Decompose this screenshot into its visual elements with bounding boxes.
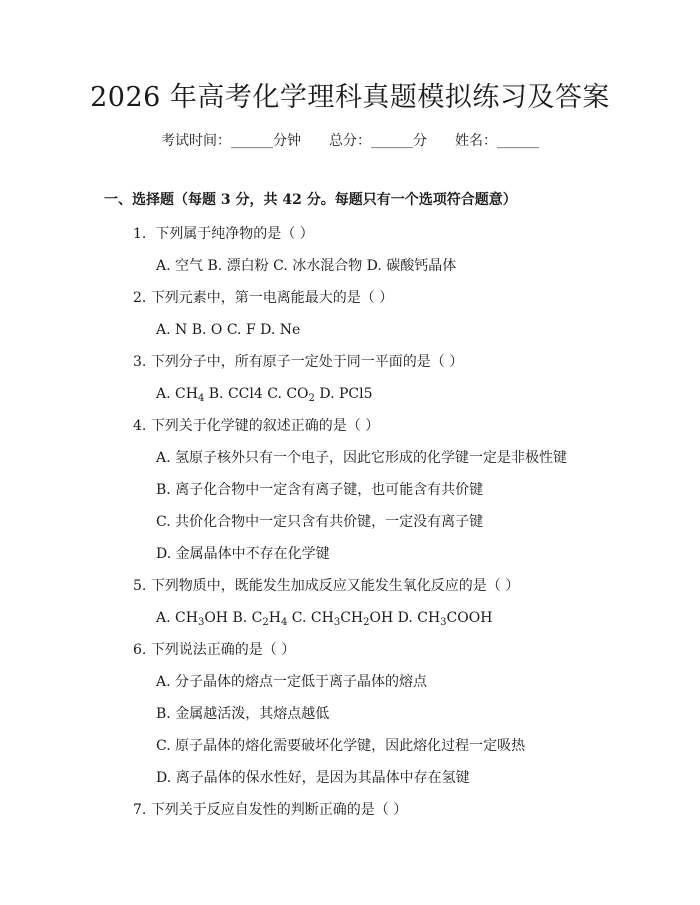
question-stem bbox=[133, 224, 314, 244]
question-options: A. N B. O C. F D. Ne bbox=[156, 322, 301, 338]
exam-info-line bbox=[0, 131, 700, 151]
formula-text: OH D. CH bbox=[369, 610, 441, 626]
question-text: 下列说法正确的是（ ） bbox=[150, 642, 296, 658]
question-stem bbox=[133, 800, 407, 820]
formula-subscript: 4 bbox=[197, 393, 205, 404]
question-number: 3. bbox=[133, 354, 147, 370]
time-blank: ______ bbox=[231, 133, 273, 149]
question-options: A. 空气 B. 漂白粉 C. 冰水混合物 D. 碳酸钙晶体 bbox=[156, 258, 457, 274]
formula-subscript: 3 bbox=[197, 617, 205, 628]
question-number: 5. bbox=[133, 578, 147, 594]
formula-text: B. CCl bbox=[204, 386, 254, 402]
question-text: 下列关于化学键的叙述正确的是（ ） bbox=[150, 418, 380, 434]
formula-subscript: 2 bbox=[262, 617, 269, 628]
formula-subscript: 4 bbox=[280, 617, 288, 628]
question-text: 下列分子中，所有原子一定处于同一平面的是（ ） bbox=[150, 354, 464, 370]
question-stem bbox=[133, 416, 379, 436]
option-d: D. 金属晶体中不存在化学键 bbox=[156, 546, 330, 562]
score-blank: ______ bbox=[371, 133, 413, 149]
formula-text: A. CH bbox=[156, 386, 198, 402]
question-options bbox=[156, 608, 492, 628]
option-a: A. 氢原子核外只有一个电子，因此它形成的化学键一定是非极性键 bbox=[156, 450, 568, 466]
formula-text: C. CO bbox=[262, 386, 309, 402]
question-number: 6. bbox=[133, 642, 147, 658]
question-options bbox=[156, 384, 373, 404]
question-text: 下列关于反应自发性的判断正确的是（ ） bbox=[150, 802, 408, 818]
option-c: C. 共价化合物中一定只含有共价键，一定没有离子键 bbox=[156, 514, 484, 530]
score-unit: 分 bbox=[413, 133, 427, 149]
formula-subscript: 3 bbox=[440, 617, 447, 628]
formula-subscript: 3 bbox=[333, 617, 341, 628]
score-label: 总分： bbox=[329, 133, 371, 149]
question-number: 2. bbox=[133, 290, 147, 306]
formula-text: A. CH bbox=[156, 610, 198, 626]
option-c: C. 原子晶体的熔化需要破坏化学键，因此熔化过程一定吸热 bbox=[156, 738, 526, 754]
question-stem bbox=[133, 288, 393, 308]
name-blank: ______ bbox=[497, 133, 539, 149]
question-stem bbox=[133, 576, 519, 596]
time-label: 考试时间： bbox=[161, 133, 231, 149]
option-d: D. 离子晶体的保水性好，是因为其晶体中存在氢键 bbox=[156, 770, 470, 786]
question-number: 1. bbox=[133, 226, 147, 242]
time-unit: 分钟 bbox=[273, 133, 301, 149]
formula-subscript: 2 bbox=[363, 617, 370, 628]
question-text: 下列元素中，第一电离能最大的是（ ） bbox=[150, 290, 394, 306]
question-stem bbox=[133, 640, 295, 660]
question-number: 4. bbox=[133, 418, 147, 434]
question-text: 下列属于纯净物的是（ ） bbox=[150, 226, 314, 242]
formula-text: H bbox=[268, 610, 281, 626]
formula-text: COOH bbox=[446, 610, 493, 626]
section-heading: 一、选择题（每题 3 分，共 42 分。每题只有一个选项符合题意） bbox=[104, 192, 517, 208]
question-text: 下列物质中，既能发生加成反应又能发生氧化反应的是（ ） bbox=[150, 578, 520, 594]
formula-text: OH B. C bbox=[204, 610, 263, 626]
question-stem bbox=[133, 352, 463, 372]
name-label: 姓名： bbox=[455, 133, 497, 149]
formula-text: CH bbox=[340, 610, 364, 626]
exam-title: 2026 年高考化学理科真题模拟练习及答案 bbox=[90, 82, 610, 113]
formula-text: D. PCl bbox=[314, 386, 364, 402]
formula-text: 5 bbox=[363, 386, 373, 402]
formula-text: 4 bbox=[253, 386, 263, 402]
option-a: A. 分子晶体的熔点一定低于离子晶体的熔点 bbox=[156, 674, 428, 690]
option-b: B. 金属越活泼，其熔点越低 bbox=[156, 706, 330, 722]
option-b: B. 离子化合物中一定含有离子键，也可能含有共价键 bbox=[156, 482, 484, 498]
formula-subscript: 2 bbox=[308, 393, 315, 404]
question-number: 7. bbox=[133, 802, 147, 818]
formula-text: C. CH bbox=[287, 610, 334, 626]
